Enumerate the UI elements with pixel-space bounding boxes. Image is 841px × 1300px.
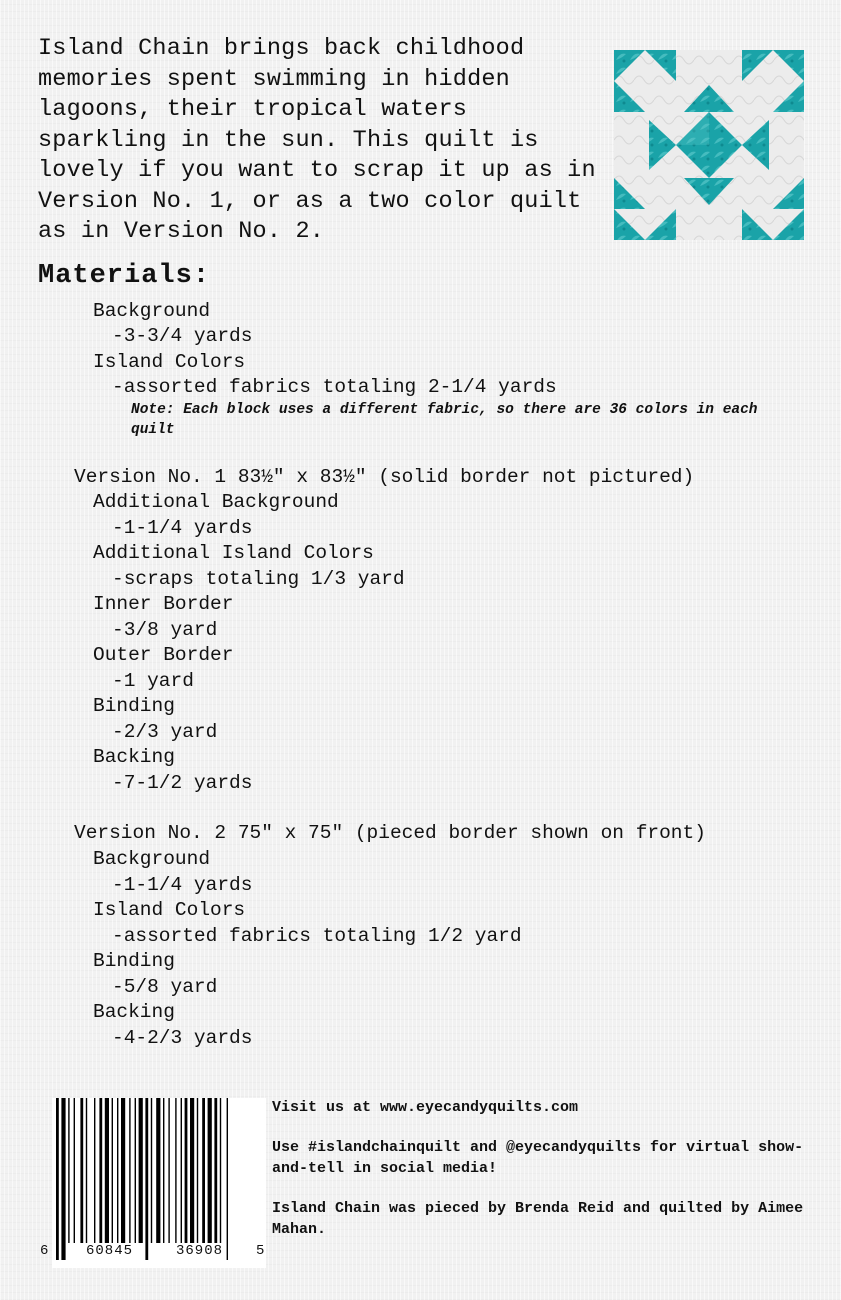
version2-title: Version No. 2 75" x 75" (pieced border shown on front)	[74, 822, 706, 844]
version2-item-label: Background	[93, 848, 211, 870]
version2-item-qty: -assorted fabrics totaling 1/2 yard	[112, 925, 522, 947]
materials-island-label: Island Colors	[93, 351, 246, 373]
version1-item-qty: -1-1/4 yards	[112, 517, 253, 539]
version2-item-qty: -4-2/3 yards	[112, 1027, 253, 1049]
social-media-note: Use #islandchainquilt and @eyecandyquilts for virtual show-and-tell in social media!	[272, 1139, 804, 1177]
version1-item-label: Outer Border	[93, 644, 234, 666]
version1-title: Version No. 1 83½" x 83½" (solid border not pictured)	[74, 466, 695, 488]
quilt-block-image	[614, 50, 804, 240]
materials-island-qty: -assorted fabrics totaling 2-1/4 yards	[112, 376, 557, 398]
version1-item-label: Backing	[93, 746, 175, 768]
version2-item-label: Island Colors	[93, 899, 246, 921]
version2-item-label: Backing	[93, 1001, 175, 1023]
barcode-digit: 5	[256, 1243, 265, 1259]
version2-item-qty: -5/8 yard	[112, 976, 218, 998]
barcode-image	[52, 1098, 266, 1268]
version1-item-label: Additional Island Colors	[93, 542, 374, 564]
version2-item-qty: -1-1/4 yards	[112, 874, 253, 896]
intro-paragraph: Island Chain brings back childhood memories spent swimming in hidden lagoons, their tropical waters sparkling in the sun. This quilt is lovely if you want to scrap it up as in Version No. 1, or as a two color quilt as in Version No. 2.	[38, 35, 596, 245]
version2-item-label: Binding	[93, 950, 175, 972]
version1-item-label: Additional Background	[93, 491, 339, 513]
version1-item-qty: -2/3 yard	[112, 721, 218, 743]
version1-item-label: Binding	[93, 695, 175, 717]
version1-item-qty: -scraps totaling 1/3 yard	[112, 568, 405, 590]
barcode-digits: 36908	[176, 1243, 224, 1259]
barcode-digit: 6	[40, 1243, 49, 1259]
version1-item-qty: -7-1/2 yards	[112, 772, 253, 794]
version1-item-qty: -3/8 yard	[112, 619, 218, 641]
materials-background-qty: -3-3/4 yards	[112, 325, 253, 347]
version1-item-qty: -1 yard	[112, 670, 194, 692]
version1-item-label: Inner Border	[93, 593, 234, 615]
visit-website: Visit us at www.eyecandyquilts.com	[272, 1099, 579, 1116]
credits: Island Chain was pieced by Brenda Reid and quilted by Aimee Mahan.	[272, 1200, 804, 1238]
materials-background-label: Background	[93, 300, 211, 322]
barcode-digits: 60845	[86, 1243, 134, 1259]
materials-heading: Materials:	[38, 261, 211, 291]
materials-note: Note: Each block uses a different fabric, so there are 36 colors in each quilt	[131, 402, 758, 438]
